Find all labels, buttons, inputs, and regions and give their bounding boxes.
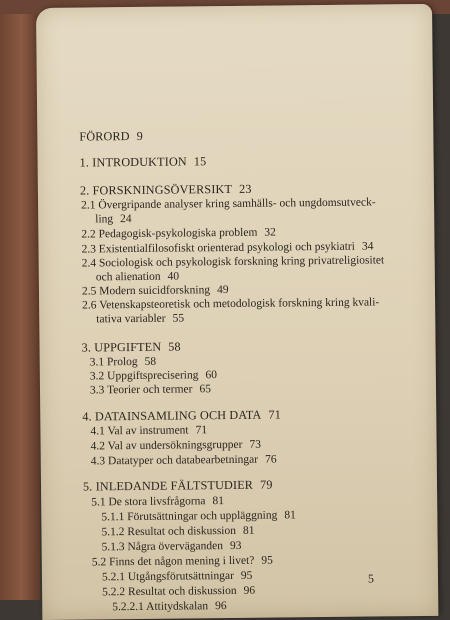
toc-entry-title: 5.1.2 Resultat och diskussion xyxy=(101,524,237,539)
toc-entry-title: 5.2 Finns det någon mening i livet? xyxy=(91,554,255,569)
toc-entry-3-2 xyxy=(90,369,217,383)
toc-entry-page: 58 xyxy=(144,355,157,368)
toc-entry-chapter-1 xyxy=(80,155,207,169)
toc-entry-title: 5.1.1 Förutsättningar och uppläggning xyxy=(101,509,278,524)
book-page xyxy=(36,4,438,620)
toc-entry-page: 23 xyxy=(238,181,252,196)
toc-entry-page: 96 xyxy=(243,584,256,597)
toc-entry-page: 95 xyxy=(240,569,253,582)
toc-entry-4-1 xyxy=(90,424,207,438)
toc-entry-page: 55 xyxy=(172,312,185,325)
toc-entry-title: 3. UPPGIFTEN xyxy=(81,339,162,355)
toc-entry-title: 3.1 Prolog xyxy=(89,355,138,369)
toc-entry-forord xyxy=(79,130,143,144)
toc-entry-page: 79 xyxy=(259,477,273,492)
toc-entry-2-6 xyxy=(82,296,379,312)
toc-entry-title: 2.3 Existentialfilosofiskt orienterad psykologi och psykiatri xyxy=(81,240,355,256)
toc-entry-page: 93 xyxy=(229,539,242,552)
toc-entry-5-1-3 xyxy=(102,540,242,554)
toc-entry-2-4-continued xyxy=(96,271,179,285)
toc-entry-4-3 xyxy=(91,454,277,469)
page-number: 5 xyxy=(367,571,375,586)
toc-entry-title: 5.1 De stora livsfrågorna xyxy=(91,495,206,509)
toc-entry-title: 2.2 Pedagogisk-psykologiska problem xyxy=(81,226,258,241)
toc-entry-5-2 xyxy=(92,555,273,570)
book-cover-edge xyxy=(0,0,40,600)
toc-entry-title: 4. DATAINSAMLING OCH DATA xyxy=(82,407,262,424)
toc-entry-chapter-2 xyxy=(80,183,252,198)
toc-entry-title: 5.2.2 Resultat och diskussion xyxy=(102,584,237,599)
toc-entry-page: 49 xyxy=(216,283,229,297)
toc-entry-2-2 xyxy=(81,227,276,242)
toc-entry-3-3 xyxy=(90,383,211,397)
toc-entry-5-1 xyxy=(91,495,224,509)
toc-entry-2-1 xyxy=(81,196,376,212)
toc-entry-page: 32 xyxy=(264,226,276,239)
toc-entry-title: 4.1 Val av instrument xyxy=(90,424,189,438)
toc-entry-title: 3.3 Teorier och termer xyxy=(89,383,193,397)
toc-entry-chapter-4 xyxy=(82,408,281,423)
toc-entry-3-1 xyxy=(90,356,157,370)
toc-entry-page: 65 xyxy=(199,383,212,396)
toc-entry-title: 2.1 Övergripande analyser kring samhälls- och ungdomsutveck- xyxy=(81,196,376,212)
toc-entry-page: 96 xyxy=(215,600,227,613)
toc-entry-title: 5. INLEDANDE FÄLTSTUDIER xyxy=(82,477,254,494)
toc-entry-page: 34 xyxy=(361,240,374,253)
toc-entry-page: 24 xyxy=(120,213,132,226)
toc-entry-title: 1. INTRODUKTION xyxy=(79,154,187,170)
toc-entry-chapter-3 xyxy=(81,341,180,355)
toc-entry-title: 2.6 Vetenskapsteoretisk och metodologisk forskning kring kvali- xyxy=(82,296,380,312)
toc-entry-page: 58 xyxy=(168,339,181,354)
toc-entry-chapter-5 xyxy=(83,479,273,494)
toc-entry-page: 81 xyxy=(242,524,255,537)
toc-entry-page: 81 xyxy=(212,495,225,508)
toc-entry-title: 2.4 Sociologisk och psykologisk forskning kring privatreligiositet xyxy=(81,254,385,270)
toc-entry-5-1-1 xyxy=(101,509,296,524)
table-of-contents xyxy=(36,4,438,620)
toc-entry-5-2-1 xyxy=(102,570,253,585)
toc-entry-title: 2.5 Modern suicidforskning xyxy=(81,284,211,298)
toc-entry-title: 5.2.2.1 Attitydskalan xyxy=(112,600,209,614)
toc-entry-page: 76 xyxy=(264,453,277,466)
toc-entry-page: 81 xyxy=(284,509,296,522)
toc-entry-page: 71 xyxy=(268,407,282,422)
toc-entry-title: 5.1.3 Några överväganden xyxy=(101,540,224,554)
toc-entry-2-6-continued xyxy=(96,312,184,326)
toc-entry-title: FÖRORD xyxy=(79,129,130,144)
toc-entry-5-2-2 xyxy=(102,585,255,600)
toc-entry-page: 95 xyxy=(261,554,273,567)
toc-entry-title: 5.2.1 Utgångsförutsättningar xyxy=(101,569,234,584)
toc-entry-5-2-2-1 xyxy=(112,600,226,614)
toc-entry-title: ling xyxy=(95,213,114,226)
toc-entry-title: 4.3 Datatyper och databearbetningar xyxy=(90,453,259,468)
toc-entry-page: 60 xyxy=(205,369,218,382)
toc-entry-2-1-continued xyxy=(95,213,132,226)
toc-entry-title: tativa variabler xyxy=(96,312,166,326)
toc-entry-title: och alienation xyxy=(95,270,161,284)
toc-entry-5-1-2 xyxy=(101,525,254,540)
toc-entry-page: 9 xyxy=(136,128,144,143)
toc-entry-title: 4.2 Val av undersökningsgrupper xyxy=(90,438,243,453)
toc-entry-2-4 xyxy=(82,254,385,270)
toc-entry-page: 40 xyxy=(167,270,180,283)
toc-entry-4-2 xyxy=(91,439,261,454)
toc-entry-2-5 xyxy=(82,284,229,299)
toc-entry-page: 73 xyxy=(249,438,261,451)
toc-entry-title: 2. FORSKNINGSÖVERSIKT xyxy=(79,181,233,198)
toc-entry-page: 71 xyxy=(195,424,208,437)
toc-entry-title: 3.2 Uppgiftsprecisering xyxy=(89,369,199,383)
toc-entry-page: 15 xyxy=(193,154,207,169)
